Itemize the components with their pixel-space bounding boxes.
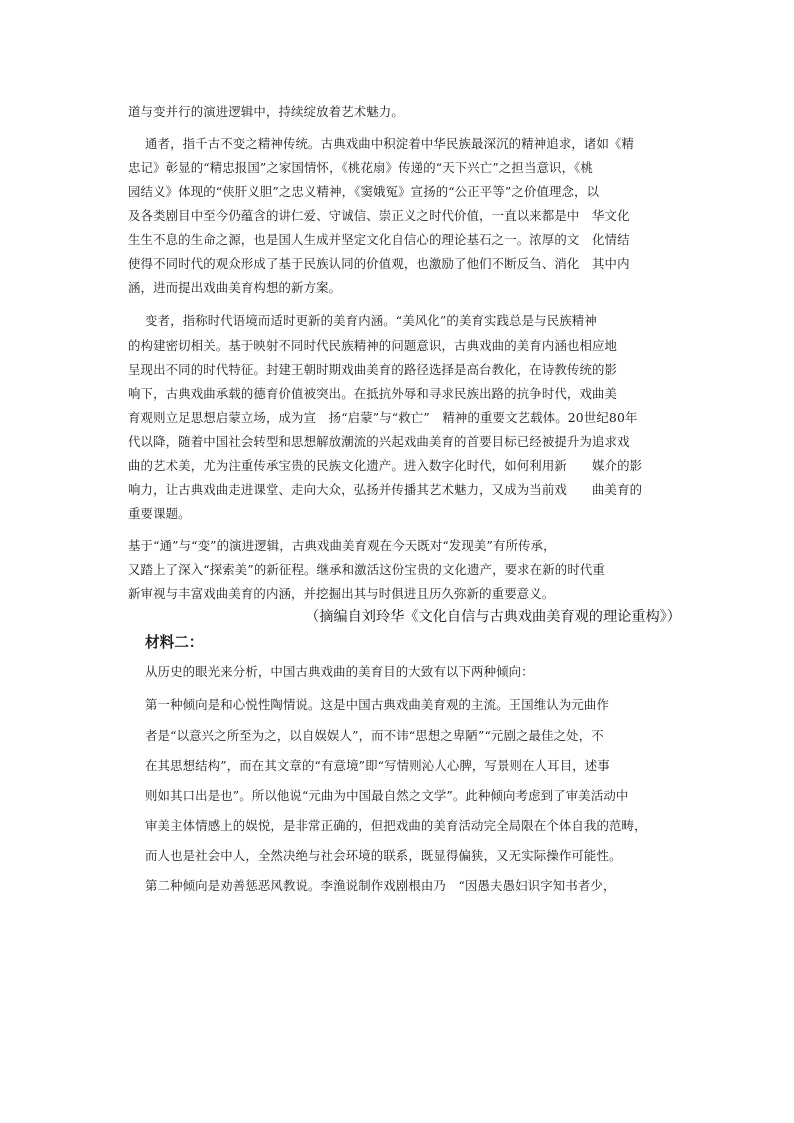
paragraph-line-16: 响力，让古典戏曲走进课堂、走向大众，弘扬并传播其艺术魅力，又成为当前戏 曲美育的 — [128, 482, 643, 497]
paragraph-line-2: 通者，指千古不变之精神传统。古典戏曲中积淀着中华民族最深沉的精神追求，诸如《精 — [145, 136, 635, 151]
material2-line-3: 者是“以意兴之所至为之，以自娱娱人”，而不讳“思想之卑陋”“元剧之最佳之处，不 — [145, 728, 604, 743]
paragraph-line-11: 呈现出不同的时代特征。封建王朝时期戏曲美育的路径选择是高台教化，在诗教传统的影 — [128, 362, 618, 377]
paragraph-line-20: 新审视与丰富戏曲美育的内涵，并挖掘出其与时俱进且历久弥新的重要意义。 — [128, 586, 555, 601]
material2-line-5: 则如其口出是也”。所以他说“元曲为中国最自然之文学”。此种倾向考虑到了审美活动中 — [145, 788, 629, 803]
paragraph-line-10: 的构建密切相关。基于映射不同时代民族精神的问题意识，古典戏曲的美育内涵也相应地 — [128, 338, 618, 353]
paragraph-line-12: 响下，古典戏曲承载的德育价值被突出。在抵抗外辱和寻求民族出路的抗争时代，戏曲美 — [128, 386, 618, 401]
section-heading: 材料二： — [145, 634, 204, 651]
material2-line-6: 审美主体情感上的娱悦，是非常正确的，但把戏曲的美育活动完全局限在个体自我的范畴， — [145, 818, 647, 833]
paragraph-line-19: 又踏上了深入“探索美”的新征程。继承和激活这份宝贵的文化遗产，要求在新的时代重 — [128, 562, 605, 577]
paragraph-line-8: 涵，进而提出戏曲美育构想的新方案。 — [128, 280, 342, 295]
material2-line-1: 从历史的眼光来分析，中国古典戏曲的美育目的大致有以下两种倾向： — [145, 664, 534, 679]
paragraph-line-17: 重要课题。 — [128, 506, 191, 521]
paragraph-line-18: 基于“通”与“变”的演进逻辑，古典戏曲美育观在今天既对“发现美”有所传承， — [128, 538, 556, 553]
paragraph-line-6: 生生不息的生命之源，也是国人生成并坚定文化自信心的理论基石之一。浓厚的文 化情结 — [128, 232, 630, 247]
material2-line-7: 而人也是社会中人，全然决绝与社会环境的联系，既显得偏狭，又无实际操作可能性。 — [145, 848, 622, 863]
material2-line-8: 第二种倾向是劝善惩恶风教说。李渔说制作戏剧根由乃 “因愚夫愚妇识字知书者少， — [145, 878, 616, 893]
paragraph-line-9: 变者，指称时代语境而适时更新的美育内涵。“美风化”的美育实践总是与民族精神 — [145, 313, 597, 328]
paragraph-line-14: 代以降，随着中国社会转型和思想解放潮流的兴起戏曲美育的首要目标已经被提升为追求戏 — [128, 434, 630, 449]
paragraph-line-4: 园结义》体现的“侠肝义胆”之忠义精神，《窦娥冤》宣扬的“公正平等”之价值理念，以 — [128, 184, 600, 199]
paragraph-line-5: 及各类剧目中至今仍蕴含的讲仁爱、守诚信、崇正义之时代价值，一直以来都是中 华文化 — [128, 208, 630, 223]
source-citation: （摘编自刘玲华《文化自信与古典戏曲美育观的理论重构》） — [305, 609, 681, 625]
paragraph-line-1: 道与变并行的演进逻辑中，持续绽放着艺术魅力。 — [128, 104, 404, 119]
paragraph-line-7: 使得不同时代的观众形成了基于民族认同的价值观，也激励了他们不断反刍、消化 其中内 — [128, 256, 630, 271]
paragraph-line-15: 曲的艺术美，尤为注重传承宝贵的民族文化遗产。进入数字化时代，如何利用新 媒介的影 — [128, 458, 643, 473]
material2-line-2: 第一种倾向是和心悦性陶情说。这是中国古典戏曲美育观的主流。王国维认为元曲作 — [145, 697, 610, 712]
material2-line-4: 在其思想结构”，而在其文章的“有意境”即“写情则沁人心脾，写景则在人耳目，述事 — [145, 758, 610, 773]
paragraph-line-13: 育观则立足思想启蒙立场，成为宣 扬“启蒙”与“救亡” 精神的重要文艺载体。20世纪80年 — [128, 410, 638, 425]
paragraph-line-3: 忠记》彰显的“精忠报国”之家国情怀，《桃花扇》传递的“天下兴亡”之担当意识，《桃 — [128, 160, 593, 175]
